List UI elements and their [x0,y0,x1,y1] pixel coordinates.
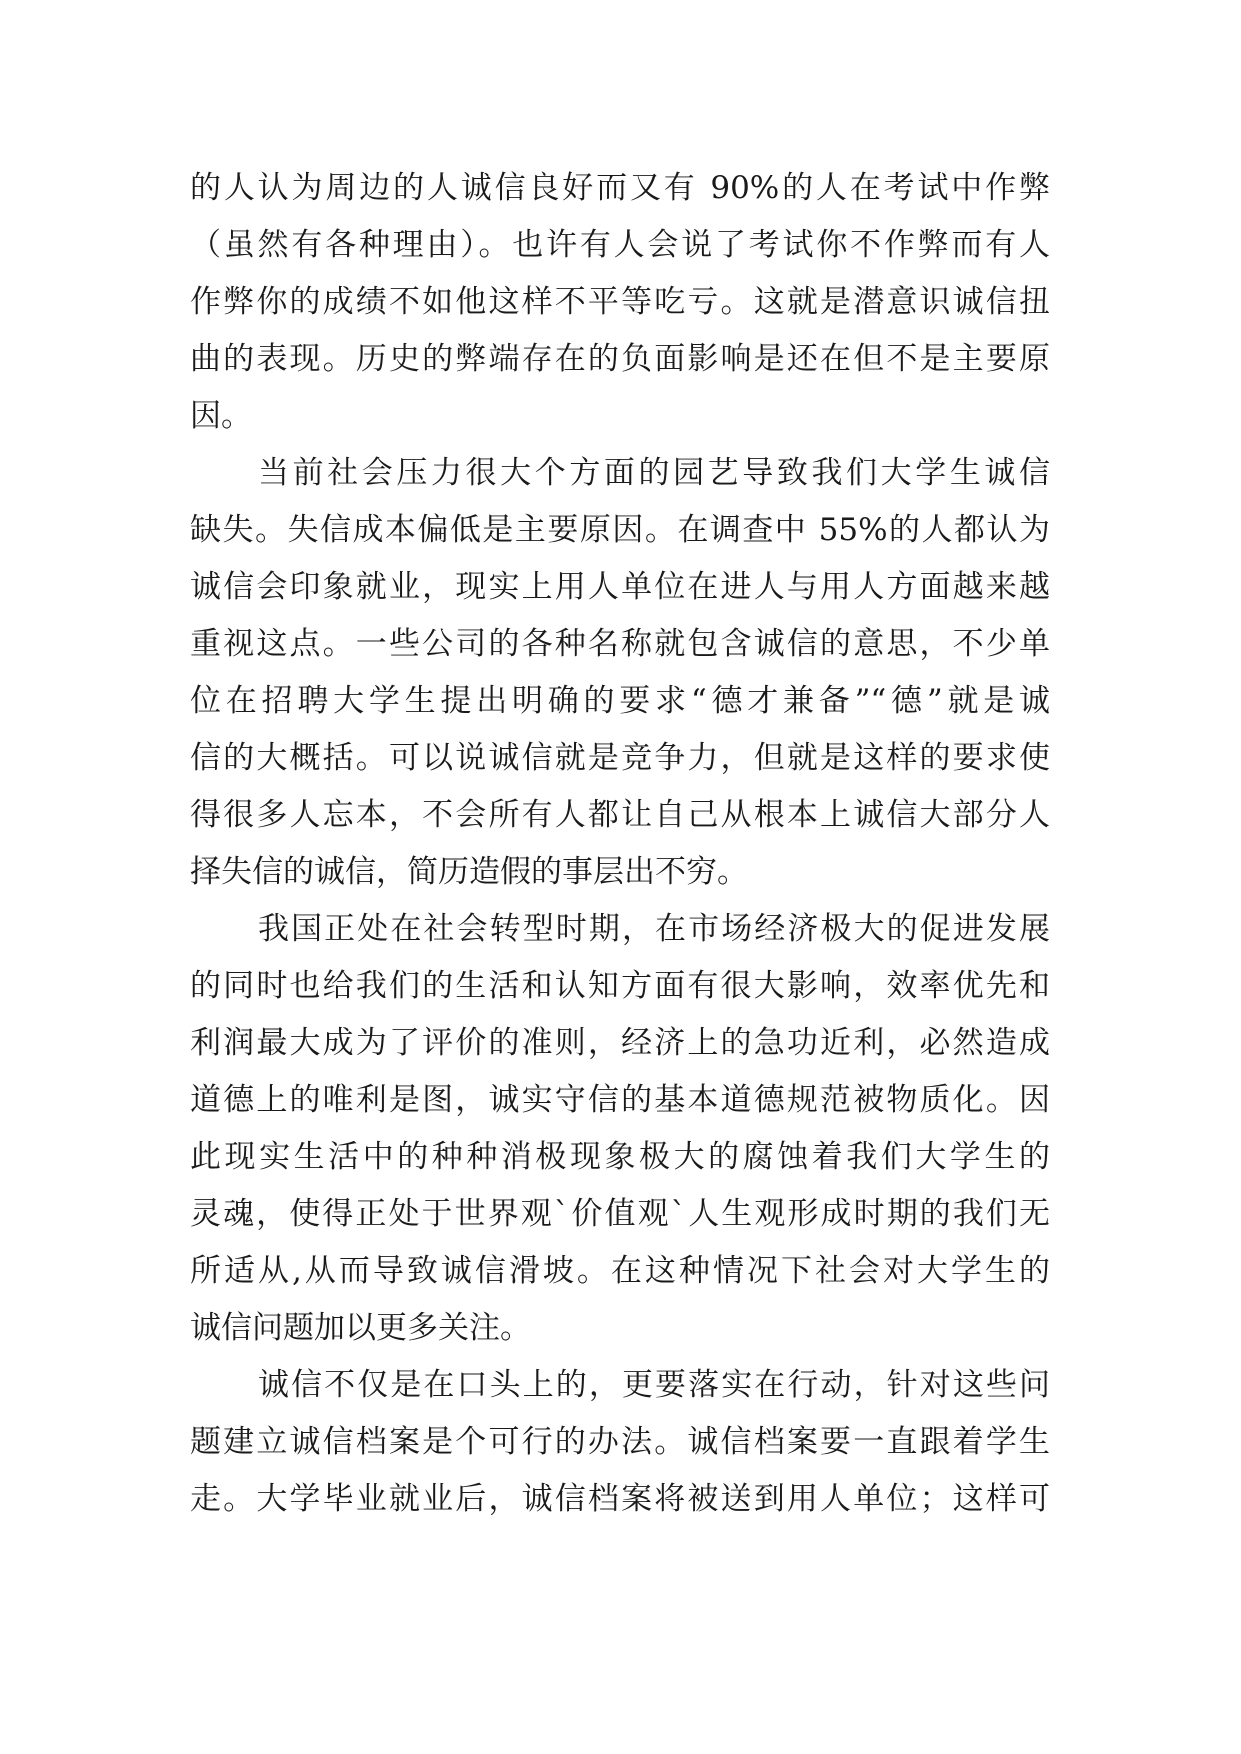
text-line: 此现实生活中的种种消极现象极大的腐蚀着我们大学生的 [190,1139,1050,1175]
paragraph-1 [190,160,1050,445]
text-line: 我国正处在社会转型时期，在市场经济极大的促进发展 [258,911,1050,947]
text-line: 信的大概括。可以说诚信就是竞争力，但就是这样的要求使 [190,740,1050,776]
text-line: 作弊你的成绩不如他这样不平等吃亏。这就是潜意识诚信扭 [190,284,1050,320]
text-line: 利润最大成为了评价的准则，经济上的急功近利，必然造成 [190,1025,1050,1061]
text-line: 灵魂，使得正处于世界观`价值观`人生观形成时期的我们无 [190,1196,1050,1232]
text-line: 所适从,从而导致诚信滑坡。在这种情况下社会对大学生的 [190,1253,1050,1289]
text-line: 题建立诚信档案是个可行的办法。诚信档案要一直跟着学生 [190,1424,1050,1460]
text-line: 的人认为周边的人诚信良好而又有 90%的人在考试中作弊 [190,170,1050,206]
text-line: 位在招聘大学生提出明确的要求“德才兼备”“德”就是诚 [190,683,1050,719]
text-line: （虽然有各种理由）。也许有人会说了考试你不作弊而有人 [190,227,1050,263]
text-line: 因。 [190,398,252,434]
text-line: 曲的表现。历史的弊端存在的负面影响是还在但不是主要原 [190,341,1050,377]
text-line: 的同时也给我们的生活和认知方面有很大影响，效率优先和 [190,968,1050,1004]
text-line: 诚信不仅是在口头上的，更要落实在行动，针对这些问 [258,1367,1050,1403]
text-line: 走。大学毕业就业后，诚信档案将被送到用人单位；这样可 [190,1481,1050,1517]
text-line: 当前社会压力很大个方面的园艺导致我们大学生诚信 [258,455,1050,491]
text-line: 道德上的唯利是图，诚实守信的基本道德规范被物质化。因 [190,1082,1050,1118]
paragraph-4 [190,1357,1050,1528]
text-line: 择失信的诚信，简历造假的事层出不穷。 [190,854,748,890]
paragraph-2 [190,445,1050,901]
text-line: 重视这点。一些公司的各种名称就包含诚信的意思，不少单 [190,626,1050,662]
document-body [190,160,1050,1528]
text-line: 得很多人忘本，不会所有人都让自己从根本上诚信大部分人 [190,797,1050,833]
text-line: 诚信会印象就业，现实上用人单位在进人与用人方面越来越 [190,569,1050,605]
paragraph-3 [190,901,1050,1357]
text-line: 缺失。失信成本偏低是主要原因。在调查中 55%的人都认为 [190,512,1050,548]
text-line: 诚信问题加以更多关注。 [190,1310,531,1346]
